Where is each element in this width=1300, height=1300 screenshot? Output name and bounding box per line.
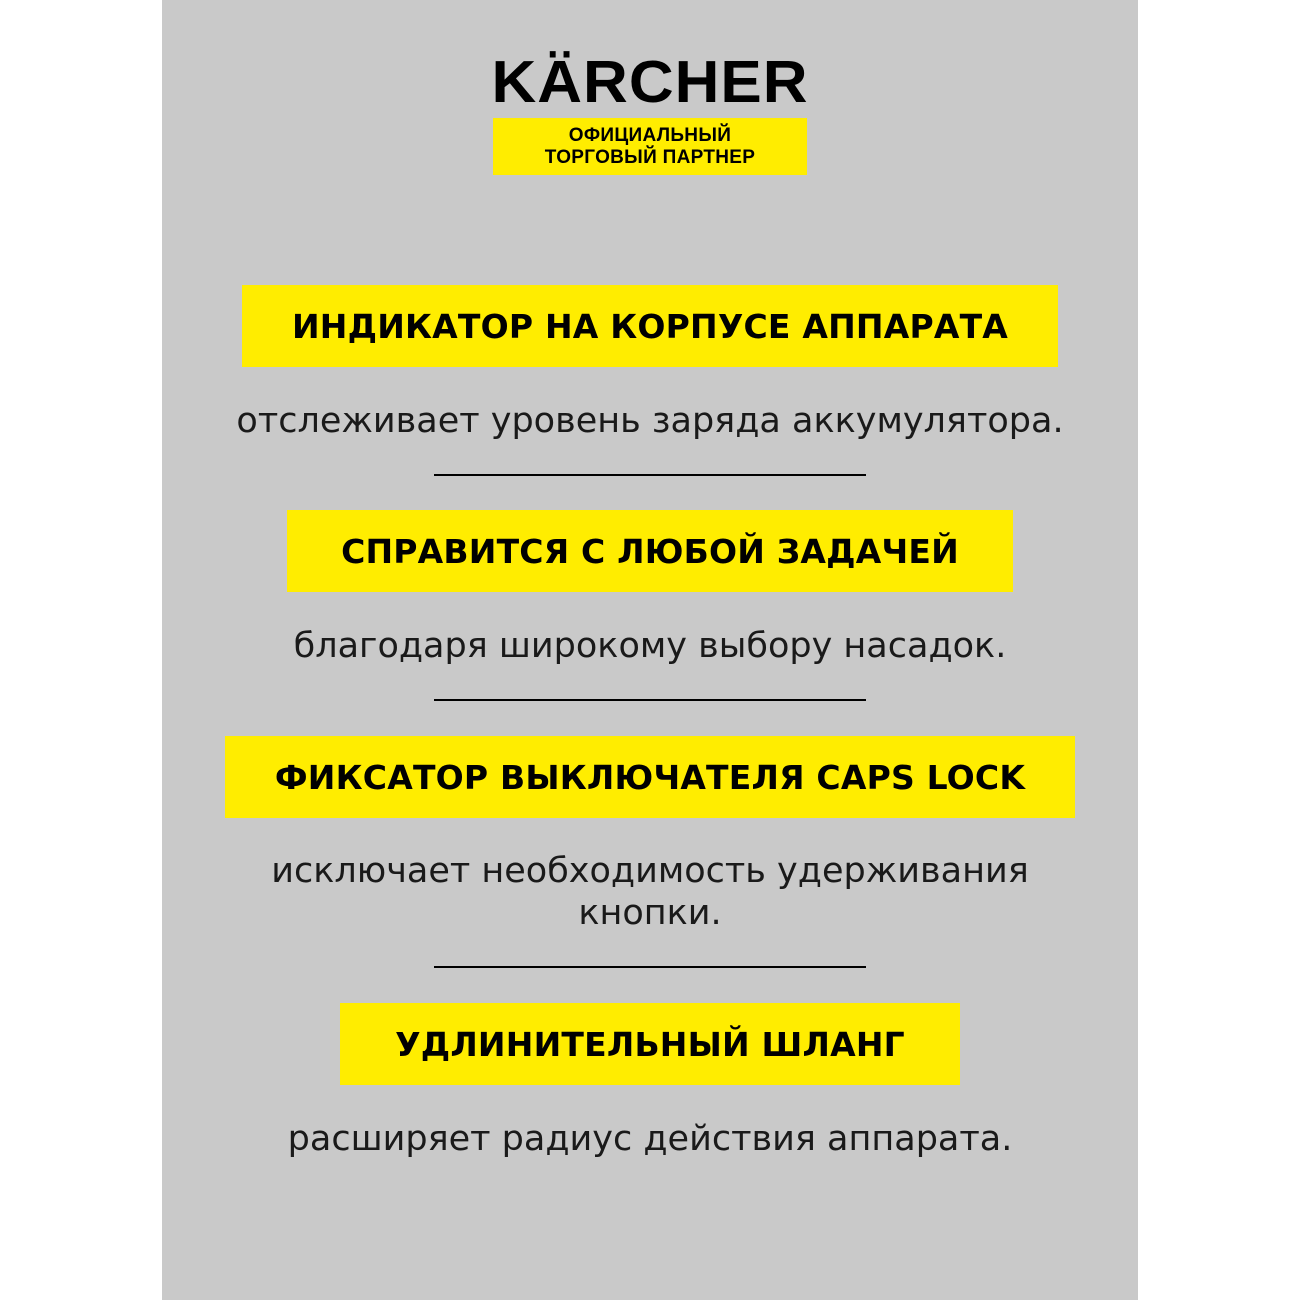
feature-title-battery-indicator: ИНДИКАТОР НА КОРПУСЕ АППАРАТА	[242, 285, 1058, 367]
feature-description-any-task: благодаря широкому выбору насадок.	[293, 626, 1007, 666]
feature-title-caps-lock: ФИКСАТОР ВЫКЛЮЧАТЕЛЯ CAPS LOCK	[225, 736, 1075, 818]
karcher-logo: KÄRCHER	[491, 49, 809, 116]
section-divider	[434, 966, 866, 968]
feature-title-any-task: СПРАВИТСЯ С ЛЮБОЙ ЗАДАЧЕЙ	[287, 510, 1013, 592]
section-divider	[434, 699, 866, 701]
feature-description-extension-hose: расширяет радиус действия аппарата.	[287, 1119, 1013, 1159]
info-panel	[162, 0, 1138, 1300]
section-divider	[434, 474, 866, 476]
official-partner-badge	[493, 118, 807, 175]
partner-badge-line-2: ТОРГОВЫЙ ПАРТНЕР	[544, 146, 756, 168]
partner-badge-line-1: ОФИЦИАЛЬНЫЙ	[568, 124, 732, 146]
feature-description-caps-lock-line-1: исключает необходимость удерживания	[271, 851, 1029, 891]
feature-description-battery-indicator: отслеживает уровень заряда аккумулятора.	[236, 401, 1064, 441]
feature-title-extension-hose: УДЛИНИТЕЛЬНЫЙ ШЛАНГ	[340, 1003, 960, 1085]
feature-description-caps-lock-line-2: кнопки.	[578, 893, 722, 933]
